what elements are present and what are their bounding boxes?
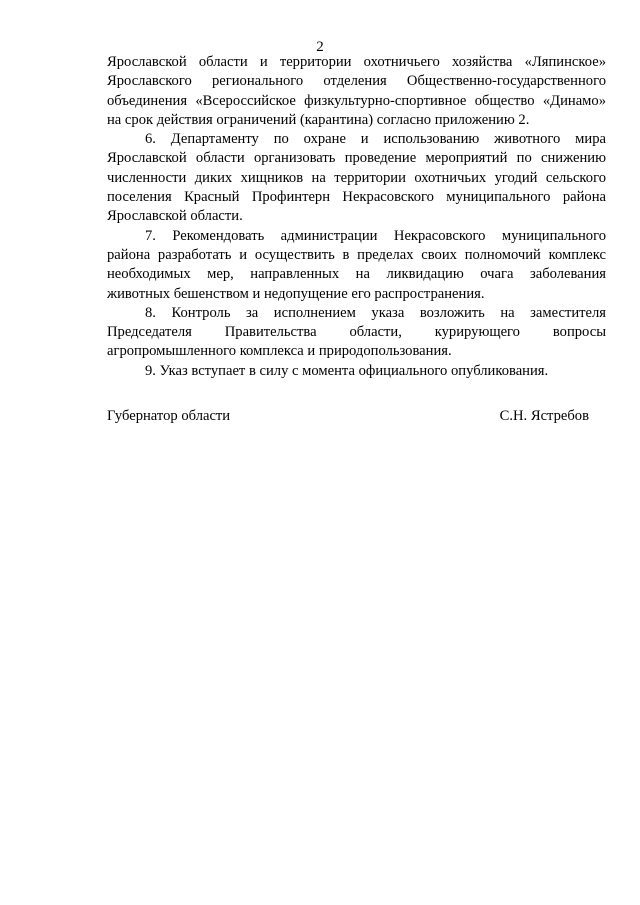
text-line: необходимых мер, направленных на ликвидацию очага заболевания	[107, 266, 606, 283]
page-number: 2	[316, 39, 324, 55]
text-line: района разработать и осуществить в пределах своих полномочий комплекс	[107, 246, 606, 263]
text-line: 8. Контроль за исполнением указа возложить на заместителя	[145, 304, 606, 321]
text-line: Ярославской области и территории охотничьего хозяйства «Ляпинское»	[107, 54, 606, 70]
text-line: 9. Указ вступает в силу с момента официального опубликования.	[145, 362, 549, 379]
signatory-name: С.Н. Ястребов	[499, 408, 589, 424]
paragraph-item-7	[107, 227, 606, 304]
text-line: численности диких хищников на территории охотничьих угодий сельского	[107, 169, 606, 186]
text-line: агропромышленного комплекса и природопользования.	[107, 343, 452, 360]
text-line: 7. Рекомендовать администрации Некрасовского муниципального	[145, 227, 606, 244]
text-line: Ярославского регионального отделения Общественно-государственного	[107, 73, 606, 90]
text-line: на срок действия ограничений (карантина) согласно приложению 2.	[107, 111, 530, 128]
text-line: объединения «Всероссийское физкультурно-спортивное общество «Динамо»	[107, 92, 606, 109]
paragraph-continuation	[107, 53, 606, 130]
text-line: 6. Департаменту по охране и использованию животного мира	[145, 131, 606, 148]
paragraph-item-6	[107, 130, 606, 226]
text-line: животных бешенством и недопущение его распространения.	[107, 285, 485, 302]
text-line: Председателя Правительства области, курирующего вопросы	[107, 324, 606, 341]
text-line: Ярославской области организовать проведение мероприятий по снижению	[107, 150, 606, 167]
signature-block	[107, 407, 589, 427]
signatory-title: Губернатор области	[107, 408, 231, 424]
text-line: поселения Красный Профинтерн Некрасовского муниципального района	[107, 189, 606, 206]
text-line: Ярославской области.	[107, 208, 243, 225]
paragraph-item-8	[107, 304, 606, 362]
document-body	[107, 53, 606, 381]
paragraph-item-9	[107, 362, 606, 381]
